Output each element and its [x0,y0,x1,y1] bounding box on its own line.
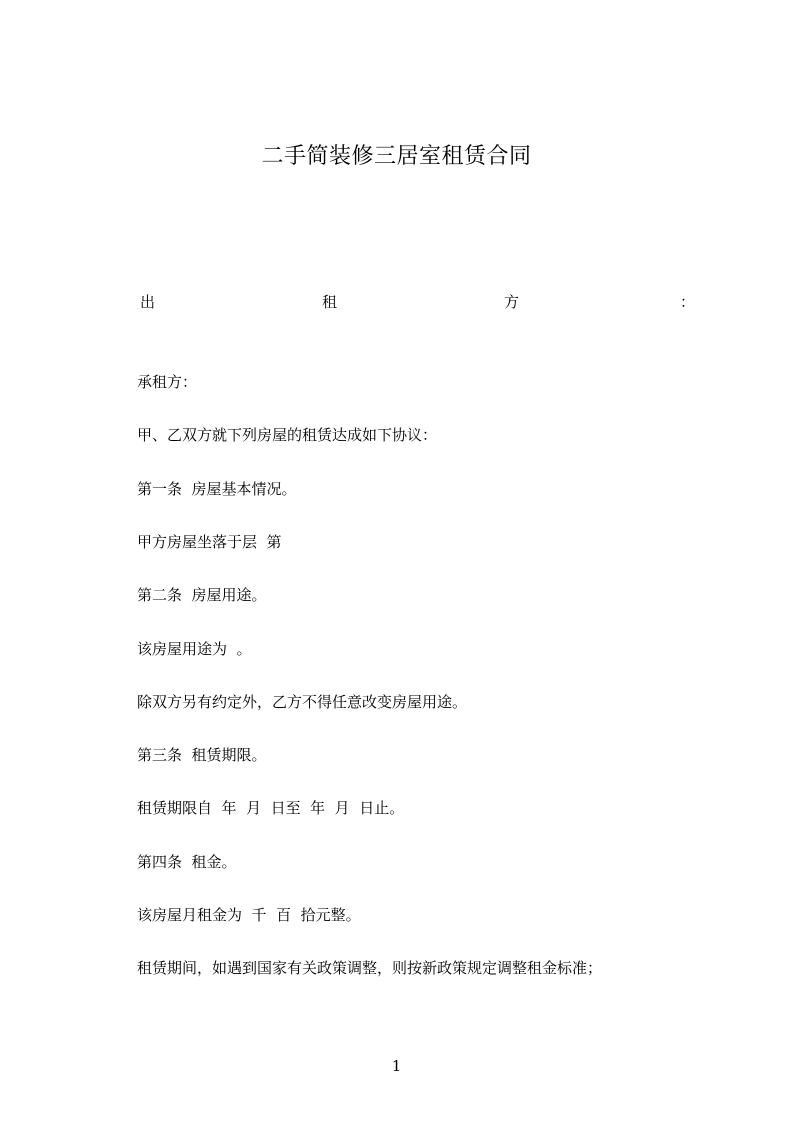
article-2-restriction: 除双方另有约定外，乙方不得任意改变房屋用途。 [137,693,468,711]
article-1-body: 甲方房屋坐落于层 第 [137,533,282,551]
article-3-body: 租赁期限自 年 月 日至 年 月 日止。 [137,799,405,817]
article-4-heading: 第四条 租金。 [137,853,237,871]
lessor-char-3: 方 [504,293,520,311]
article-2-body: 该房屋用途为 。 [137,640,252,658]
page-number: 1 [391,1057,402,1075]
article-4-body: 该房屋月租金为 千 百 拾元整。 [137,906,361,924]
article-1-heading: 第一条 房屋基本情况。 [137,480,297,498]
lessor-char-1: 出 [140,293,156,311]
lessor-char-2: 租 [322,293,338,311]
lessor-colon: ： [680,293,696,311]
article-3-heading: 第三条 租赁期限。 [137,746,267,764]
document-title: 二手简装修三居室租赁合同 [261,144,532,169]
article-2-heading: 第二条 房屋用途。 [137,586,267,604]
lessor-label-row [140,291,696,313]
lessee-line: 承租方： [137,373,198,391]
agreement-intro-line: 甲、乙双方就下列房屋的租赁达成如下协议： [137,426,438,444]
article-4-adjustment: 租赁期间，如遇到国家有关政策调整，则按新政策规定调整租金标准； [137,959,603,977]
